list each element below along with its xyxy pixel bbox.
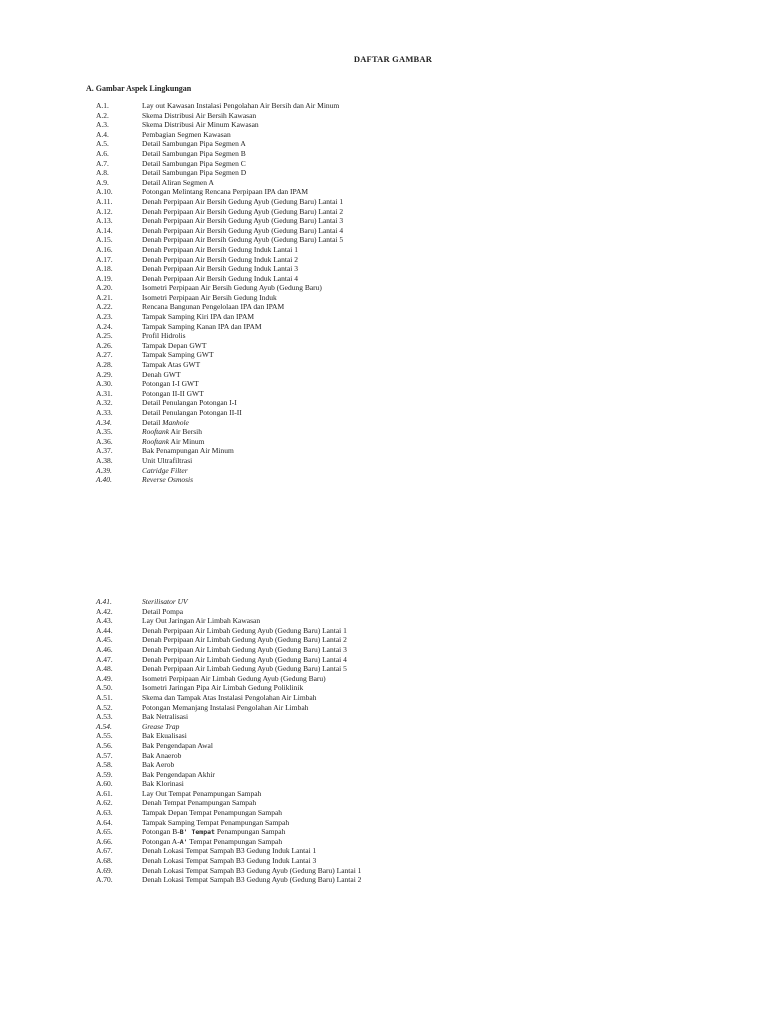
figure-number: A.3. bbox=[96, 120, 109, 130]
list-item bbox=[96, 683, 576, 693]
figure-title: Reverse Osmosis bbox=[142, 475, 194, 485]
list-item bbox=[96, 274, 576, 284]
list-item bbox=[96, 741, 576, 751]
figure-title: Bak Penampungan Air Minum bbox=[142, 446, 234, 456]
figure-number: A.64. bbox=[96, 817, 113, 827]
figure-number: A.5. bbox=[96, 139, 109, 149]
figure-title: Grease Trap bbox=[142, 721, 180, 731]
figure-number: A.11. bbox=[96, 196, 113, 206]
figure-number: A.60. bbox=[96, 779, 113, 789]
figure-number: A.4. bbox=[96, 129, 109, 139]
figure-number: A.66. bbox=[96, 836, 113, 846]
list-item bbox=[96, 674, 576, 684]
list-item bbox=[96, 101, 576, 111]
figure-number: A.29. bbox=[96, 369, 113, 379]
figure-number: A.50. bbox=[96, 683, 113, 693]
list-item bbox=[96, 389, 576, 399]
list-item bbox=[96, 437, 576, 447]
figure-title: Isometri Perpipaan Air Limbah Gedung Ayub (Gedung Baru) bbox=[142, 673, 326, 683]
list-item bbox=[96, 703, 576, 713]
list-item bbox=[96, 197, 576, 207]
figure-number: A.18. bbox=[96, 264, 113, 274]
figure-list-part-1 bbox=[96, 101, 576, 485]
figure-number: A.1. bbox=[96, 101, 109, 110]
figure-number: A.19. bbox=[96, 273, 113, 283]
list-item bbox=[96, 597, 576, 607]
list-item bbox=[96, 255, 576, 265]
figure-title: Tampak Depan GWT bbox=[142, 340, 207, 350]
figure-number: A.17. bbox=[96, 254, 113, 264]
list-item bbox=[96, 168, 576, 178]
figure-number: A.65. bbox=[96, 827, 113, 837]
figure-title: Pembagian Segmen Kawasan bbox=[142, 129, 231, 139]
list-item bbox=[96, 798, 576, 808]
figure-title: Isometri Perpipaan Air Bersih Gedung Induk bbox=[142, 292, 277, 302]
figure-number: A.8. bbox=[96, 168, 109, 178]
figure-title: Denah Perpipaan Air Limbah Gedung Ayub (Gedung Baru) Lantai 5 bbox=[142, 664, 347, 674]
list-item bbox=[96, 693, 576, 703]
figure-number: A.28. bbox=[96, 360, 113, 370]
figure-title: Potongan II-II GWT bbox=[142, 388, 204, 398]
figure-number: A.67. bbox=[96, 846, 113, 856]
list-item bbox=[96, 312, 576, 322]
figure-title-rest: Air Bersih bbox=[169, 427, 202, 437]
list-item bbox=[96, 245, 576, 255]
figure-number: A.40. bbox=[96, 475, 112, 485]
figure-title: Denah Perpipaan Air Bersih Gedung Induk Lantai 3 bbox=[142, 264, 299, 274]
figure-title: Potongan A- bbox=[142, 836, 180, 846]
figure-title: Denah Tempat Penampungan Sampah bbox=[142, 798, 257, 808]
figure-number: A.59. bbox=[96, 769, 113, 779]
list-item bbox=[96, 293, 576, 303]
list-item bbox=[96, 779, 576, 789]
figure-title: Rencana Bangunan Pengelolaan IPA dan IPAM bbox=[142, 302, 285, 312]
list-item bbox=[96, 408, 576, 418]
figure-number: A.58. bbox=[96, 760, 113, 770]
list-item bbox=[96, 120, 576, 130]
figure-title: Lay Out Tempat Penampungan Sampah bbox=[142, 788, 262, 798]
list-item bbox=[96, 331, 576, 341]
figure-number: A.49. bbox=[96, 673, 113, 683]
figure-number: A.10. bbox=[96, 187, 113, 197]
figure-title: Denah Perpipaan Air Bersih Gedung Ayub (Gedung Baru) Lantai 4 bbox=[142, 225, 344, 235]
figure-title: Denah Perpipaan Air Limbah Gedung Ayub (Gedung Baru) Lantai 1 bbox=[142, 625, 347, 635]
figure-title: Detail Sambungan Pipa Segmen C bbox=[142, 158, 246, 168]
list-item bbox=[96, 722, 576, 732]
figure-title-rest: Penampungan Sampah bbox=[214, 827, 286, 837]
figure-title: Potongan B- bbox=[142, 827, 180, 837]
figure-title: Denah Lokasi Tempat Sampah B3 Gedung Ayub (Gedung Baru) Lantai 1 bbox=[142, 865, 362, 875]
figure-title: Skema Distribusi Air Minum Kawasan bbox=[142, 120, 259, 130]
figure-number: A.46. bbox=[96, 644, 113, 654]
list-item bbox=[96, 370, 576, 380]
figure-number: A.45. bbox=[96, 635, 113, 645]
figure-number: A.12. bbox=[96, 206, 113, 216]
figure-title: Unit Ultrafiltrasi bbox=[142, 455, 193, 465]
list-item bbox=[96, 456, 576, 466]
figure-title: Tampak Samping Tempat Penampungan Sampah bbox=[142, 817, 290, 827]
figure-title: Tampak Samping Kiri IPA dan IPAM bbox=[142, 312, 255, 322]
figure-title: Tampak Atas GWT bbox=[142, 360, 201, 370]
figure-title-bold: A' bbox=[179, 837, 188, 846]
figure-title: Bak Pengendapan Akhir bbox=[142, 769, 215, 779]
figure-title: Tampak Samping Kanan IPA dan IPAM bbox=[142, 321, 262, 331]
figure-title: Denah Perpipaan Air Bersih Gedung Ayub (Gedung Baru) Lantai 1 bbox=[142, 196, 344, 206]
figure-title: Bak Klorinasi bbox=[142, 779, 184, 789]
list-item bbox=[96, 645, 576, 655]
figure-title: Denah Perpipaan Air Bersih Gedung Ayub (Gedung Baru) Lantai 2 bbox=[142, 206, 344, 216]
list-item bbox=[96, 607, 576, 617]
list-item bbox=[96, 187, 576, 197]
list-item bbox=[96, 226, 576, 236]
figure-title: Tampak Depan Tempat Penampungan Sampah bbox=[142, 808, 283, 818]
figure-title: Denah GWT bbox=[142, 369, 181, 379]
figure-number: A.63. bbox=[96, 808, 113, 818]
list-item bbox=[96, 827, 576, 837]
figure-title: Bak Ekualisasi bbox=[142, 731, 187, 741]
list-item bbox=[96, 418, 576, 428]
list-item bbox=[96, 235, 576, 245]
figure-title: Denah Perpipaan Air Limbah Gedung Ayub (Gedung Baru) Lantai 2 bbox=[142, 635, 347, 645]
list-item bbox=[96, 856, 576, 866]
figure-title-bold: B' Tempat bbox=[179, 828, 215, 837]
figure-number: A.2. bbox=[96, 110, 109, 120]
list-item bbox=[96, 398, 576, 408]
figure-number: A.36. bbox=[96, 436, 113, 446]
list-item bbox=[96, 760, 576, 770]
figure-title: Bak Netralisasi bbox=[142, 712, 189, 722]
figure-number: A.31. bbox=[96, 388, 113, 398]
figure-title: Denah Perpipaan Air Bersih Gedung Induk Lantai 4 bbox=[142, 273, 299, 283]
list-item bbox=[96, 770, 576, 780]
figure-number: A.15. bbox=[96, 235, 113, 245]
figure-number: A.30. bbox=[96, 379, 113, 389]
figure-number: A.39. bbox=[96, 465, 112, 475]
list-item bbox=[96, 837, 576, 847]
list-item bbox=[96, 360, 576, 370]
list-item bbox=[96, 875, 576, 885]
list-item bbox=[96, 446, 576, 456]
figure-number: A.33. bbox=[96, 408, 113, 417]
figure-number: A.37. bbox=[96, 446, 113, 456]
figure-number: A.20. bbox=[96, 283, 113, 293]
list-item bbox=[96, 427, 576, 437]
figure-number: A.25. bbox=[96, 331, 113, 341]
list-item bbox=[96, 655, 576, 665]
figure-number: A.14. bbox=[96, 225, 113, 235]
figure-title: Denah Perpipaan Air Limbah Gedung Ayub (Gedung Baru) Lantai 3 bbox=[142, 644, 347, 654]
figure-number: A.48. bbox=[96, 664, 113, 674]
list-item bbox=[96, 866, 576, 876]
figure-title: Tampak Samping GWT bbox=[142, 350, 214, 360]
figure-number: A.62. bbox=[96, 798, 113, 808]
list-item bbox=[96, 350, 576, 360]
list-item bbox=[96, 341, 576, 351]
figure-number: A.53. bbox=[96, 712, 113, 722]
figure-title-rest: Tempat Penampungan Sampah bbox=[187, 836, 283, 846]
list-item bbox=[96, 178, 576, 188]
list-item bbox=[96, 111, 576, 121]
figure-title: Sterilisator UV bbox=[142, 597, 188, 606]
figure-title: Bak Pengendapan Awal bbox=[142, 740, 213, 750]
figure-title: Skema Distribusi Air Bersih Kawasan bbox=[142, 110, 257, 120]
figure-title: Isometri Jaringan Pipa Air Limbah Gedung Poliklinik bbox=[142, 683, 304, 693]
list-item bbox=[96, 664, 576, 674]
figure-title: Skema dan Tampak Atas Instalasi Pengolahan Air Limbah bbox=[142, 692, 317, 702]
figure-title: Potongan Memanjang Instalasi Pengolahan Air Limbah bbox=[142, 702, 309, 712]
list-item bbox=[96, 616, 576, 626]
figure-number: A.38. bbox=[96, 455, 113, 465]
figure-title: Denah Lokasi Tempat Sampah B3 Gedung Ayub (Gedung Baru) Lantai 2 bbox=[142, 875, 362, 885]
figure-title: Denah Perpipaan Air Bersih Gedung Ayub (Gedung Baru) Lantai 3 bbox=[142, 216, 344, 226]
figure-number: A.44. bbox=[96, 625, 113, 635]
figure-title: Detail Penulangan Potongan I-I bbox=[142, 398, 237, 408]
list-item bbox=[96, 818, 576, 828]
figure-title: Isometri Perpipaan Air Bersih Gedung Ayub (Gedung Baru) bbox=[142, 283, 322, 293]
figure-title-italic: Rooftank bbox=[142, 436, 170, 446]
figure-title: Denah Perpipaan Air Bersih Gedung Ayub (Gedung Baru) Lantai 5 bbox=[142, 235, 344, 245]
list-item bbox=[96, 635, 576, 645]
list-item bbox=[96, 379, 576, 389]
figure-number: A.6. bbox=[96, 148, 109, 158]
figure-number: A.52. bbox=[96, 702, 113, 712]
list-item bbox=[96, 302, 576, 312]
list-item bbox=[96, 207, 576, 217]
figure-number: A.57. bbox=[96, 750, 113, 760]
figure-title: Bak Anaerob bbox=[142, 750, 182, 760]
figure-title: Detail Sambungan Pipa Segmen B bbox=[142, 148, 246, 158]
page-title: DAFTAR GAMBAR bbox=[353, 54, 433, 64]
figure-number: A.16. bbox=[96, 244, 113, 254]
list-item bbox=[96, 846, 576, 856]
figure-title: Lay out Kawasan Instalasi Pengolahan Air Bersih dan Air Minum bbox=[142, 101, 340, 110]
figure-number: A.35. bbox=[96, 427, 113, 437]
figure-title: Catridge Filter bbox=[142, 465, 188, 475]
figure-title: Denah Perpipaan Air Bersih Gedung Induk Lantai 1 bbox=[142, 244, 299, 254]
figure-title: Denah Lokasi Tempat Sampah B3 Gedung Induk Lantai 1 bbox=[142, 846, 317, 856]
figure-number: A.26. bbox=[96, 340, 113, 350]
section-heading: A. Gambar Aspek Lingkungan bbox=[86, 84, 192, 93]
figure-title: Detail Aliran Segmen A bbox=[142, 177, 214, 187]
figure-number: A.47. bbox=[96, 654, 113, 664]
list-item bbox=[96, 149, 576, 159]
figure-title: Detail Sambungan Pipa Segmen D bbox=[142, 168, 247, 178]
figure-title: Detail Pompa bbox=[142, 606, 184, 616]
figure-title: Denah Lokasi Tempat Sampah B3 Gedung Induk Lantai 3 bbox=[142, 856, 317, 866]
figure-title: Detail Penulangan Potongan II-II bbox=[142, 408, 242, 417]
figure-number: A.56. bbox=[96, 740, 113, 750]
list-item bbox=[96, 139, 576, 149]
figure-number: A.70. bbox=[96, 875, 113, 885]
list-item bbox=[96, 808, 576, 818]
figure-number: A.24. bbox=[96, 321, 113, 331]
figure-number: A.34. bbox=[96, 417, 112, 427]
figure-number: A.7. bbox=[96, 158, 109, 168]
figure-number: A.61. bbox=[96, 788, 113, 798]
figure-number: A.21. bbox=[96, 292, 113, 302]
figure-number: A.68. bbox=[96, 856, 113, 866]
figure-title: Lay Out Jaringan Air Limbah Kawasan bbox=[142, 616, 261, 626]
figure-number: A.22. bbox=[96, 302, 113, 312]
figure-number: A.55. bbox=[96, 731, 113, 741]
list-item bbox=[96, 712, 576, 722]
list-item bbox=[96, 322, 576, 332]
figure-title: Bak Aerob bbox=[142, 760, 175, 770]
figure-number: A.27. bbox=[96, 350, 113, 360]
figure-title: Potongan I-I GWT bbox=[142, 379, 199, 389]
figure-number: A.42. bbox=[96, 606, 113, 616]
figure-number: A.23. bbox=[96, 312, 113, 322]
figure-number: A.54. bbox=[96, 721, 112, 731]
figure-number: A.9. bbox=[96, 177, 109, 187]
list-item bbox=[96, 731, 576, 741]
list-item bbox=[96, 466, 576, 476]
figure-title: Denah Perpipaan Air Bersih Gedung Induk Lantai 2 bbox=[142, 254, 299, 264]
figure-title: Profil Hidrolis bbox=[142, 331, 186, 341]
figure-title: Potongan Melintang Rencana Perpipaan IPA dan IPAM bbox=[142, 187, 309, 197]
list-item bbox=[96, 159, 576, 169]
figure-title-italic: Manhole bbox=[162, 417, 189, 427]
figure-title: Denah Perpipaan Air Limbah Gedung Ayub (Gedung Baru) Lantai 4 bbox=[142, 654, 347, 664]
figure-title-italic: Rooftank bbox=[142, 427, 170, 437]
figure-number: A.32. bbox=[96, 398, 113, 408]
figure-list-part-2 bbox=[96, 597, 576, 885]
list-item bbox=[96, 751, 576, 761]
list-item bbox=[96, 789, 576, 799]
list-item bbox=[96, 626, 576, 636]
list-item bbox=[96, 264, 576, 274]
figure-number: A.41. bbox=[96, 597, 112, 606]
list-item bbox=[96, 216, 576, 226]
list-item bbox=[96, 283, 576, 293]
figure-number: A.13. bbox=[96, 216, 113, 226]
figure-number: A.51. bbox=[96, 692, 113, 702]
list-item bbox=[96, 475, 576, 485]
figure-title: Detail Sambungan Pipa Segmen A bbox=[142, 139, 246, 149]
figure-number: A.69. bbox=[96, 865, 113, 875]
figure-title-rest: Air Minum bbox=[169, 436, 205, 446]
list-item bbox=[96, 130, 576, 140]
figure-number: A.43. bbox=[96, 616, 113, 626]
figure-title: Detail bbox=[142, 417, 163, 427]
